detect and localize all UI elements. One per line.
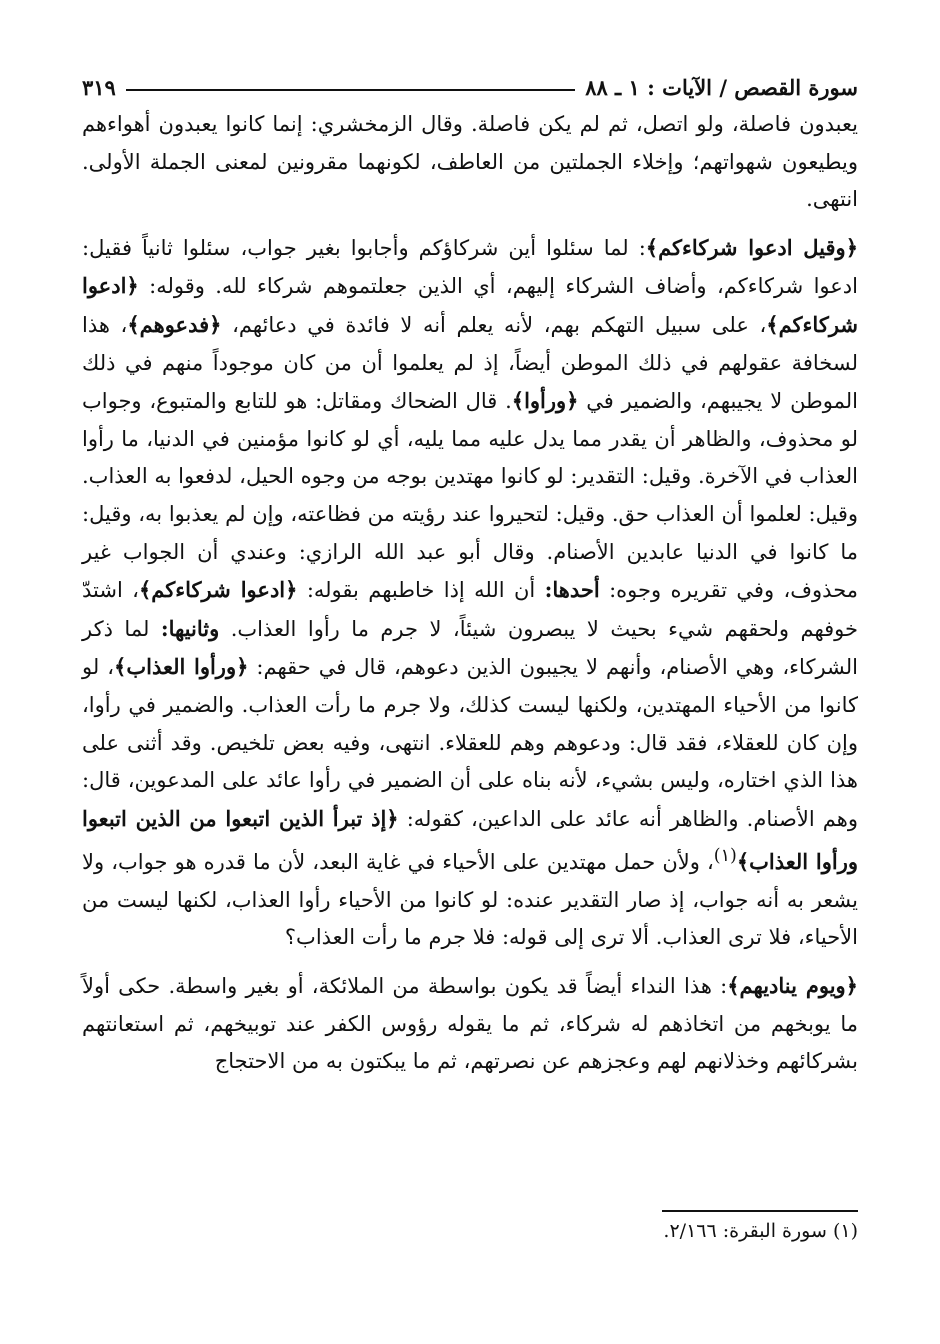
paragraph <box>82 967 858 1081</box>
text-run: : لما سئلوا أين شركاؤكم وأجابوا بغير جواب، سئلوا ثانياً فقيل: ادعوا شركاءكم، وأضاف الشركاء إليهم، أي الذين جعلتموهم شركاء لله. وقوله: <box>82 235 858 299</box>
header-title: سورة القصص / الآيات : ١ ـ ٨٨ <box>585 75 858 100</box>
paragraph <box>82 106 858 219</box>
quran-quote: ﴿إذ تبرأ الذين اتبعوا من الذين اتبعوا ورأوا العذاب﴾ <box>82 805 858 875</box>
footnote: (١) سورة البقرة: ٢/١٦٦. <box>663 1220 858 1242</box>
text-run: لما ذكر الشركاء، وهي الأصنام، وأنهم لا يجيبون الذين دعوهم، قال في حقهم: <box>82 616 859 680</box>
text-run: ، ولأن حمل مهتدين على الأحياء في غاية البعد، لأن ما قدره هو جواب، ولا يشعر به أنه جواب، إذ صار التقدير عنده: لو كانوا من الأحياء رأوا العذاب، لكنها ليست من الأحياء، فلا ترى العذاب. ألا ترى إلى قوله: فلا جرم ما رأت العذاب؟ <box>82 850 858 950</box>
quran-quote: ﴿ادعوا شركاءكم﴾ <box>138 577 298 603</box>
text-run: أن الله إذا خاطبهم بقوله: <box>297 578 545 603</box>
quran-quote: ﴿ورأوا﴾ <box>511 388 579 414</box>
text-run: ، اشتدّ خوفهم ولحقهم شيء بحيث لا يبصرون شيئاً، لا جرم ما رأوا العذاب. <box>82 578 859 641</box>
quran-quote: ﴿فدعوهم﴾ <box>127 311 222 337</box>
text-run: ، هذا لسخافة عقولهم في ذلك الموطن أيضاً، إذ لم يعلموا أن من كان موجوداً منهم في ذلك الموطن لا يجيبهم، والضمير في <box>82 312 858 414</box>
text-run: . قال الضحاك ومقاتل: هو للتابع والمتبوع، وجواب لو محذوف، والظاهر أن يقدر مما يدل عليه مما يليه، أي لو كانوا مؤمنين في الدنيا، ما رأوا العذاب في الآخرة. وقيل: التقدير: لو كانوا مهتدين بوجه من وجوه الحيل، لدفعوا به العذاب. وقيل: لعلموا أن العذاب حق. وقيل: لتحيروا عند رؤيته من فظاعته، وإن لم يعذبوا به، وقيل: ما كانوا في الدنيا عابدين الأصنام. وقال أبو عبد الله الرازي: وعندي أن الجواب غير محذوف، وفي تقريره وجوه: <box>82 389 859 603</box>
quran-quote: ﴿ويوم يناديهم﴾ <box>727 973 858 999</box>
footnote-marker: (١) <box>713 846 737 867</box>
running-header <box>82 64 858 100</box>
footnote-rule <box>662 1210 858 1212</box>
text-run: ، على سبيل التهكم بهم، لأنه يعلم أنه لا فائدة في دعائهم، <box>221 312 767 337</box>
text-run: ، لو كانوا من الأحياء المهتدين، ولكنها ليست كذلك، ولا جرم ما رأت العذاب. والضمير في رأوا، وإن كان للعقلاء، فقد قال: ودعوهم وهم للعقلاء. انتهى، وفيه بعض تلخيص. وقد أثنى على هذا الذي اختاره، وليس بشيء، لأنه بناه على أن الضمير في رأوا عائد على المدعوين، قال: وهم الأصنام. والظاهر أنه عائد على الداعين، كقوله: <box>82 655 858 831</box>
text-run: يعبدون فاصلة، ولو اتصل، ثم لم يكن فاصلة. وقال الزمخشري: إنما كانوا يعبدون أهواءهم ويطيعون شهواتهم؛ وإخلاء الجملتين من العاطف، لكونهما مقرونين لمعنى الجملة الأولى. انتهى. <box>82 112 858 212</box>
quran-quote: وثانيها: <box>160 615 220 641</box>
quran-quote: ﴿وقيل ادعوا شركاءكم﴾ <box>645 234 859 260</box>
header-rule <box>126 89 575 91</box>
quran-quote: ﴿ورأوا العذاب﴾ <box>114 654 249 680</box>
body-text <box>82 106 858 1081</box>
page-number: ٣١٩ <box>82 75 116 100</box>
quran-quote: أحدها: <box>544 577 600 603</box>
paragraph <box>82 229 858 957</box>
quran-quote: ﴿ادعوا شركاءكم﴾ <box>82 273 859 337</box>
text-run: : هذا النداء أيضاً قد يكون بواسطة من الملائكة، أو بغير واسطة. حكى أولاً ما يوبخهم من اتخاذهم له شركاء، ثم ما يقوله رؤوس الكفر عند توبيخهم، ثم استعانتهم بشركائهم وخذلانهم لهم وعجزهم عن نصرتهم، ثم ما يبكتون به من الاحتجاج <box>82 974 858 1074</box>
